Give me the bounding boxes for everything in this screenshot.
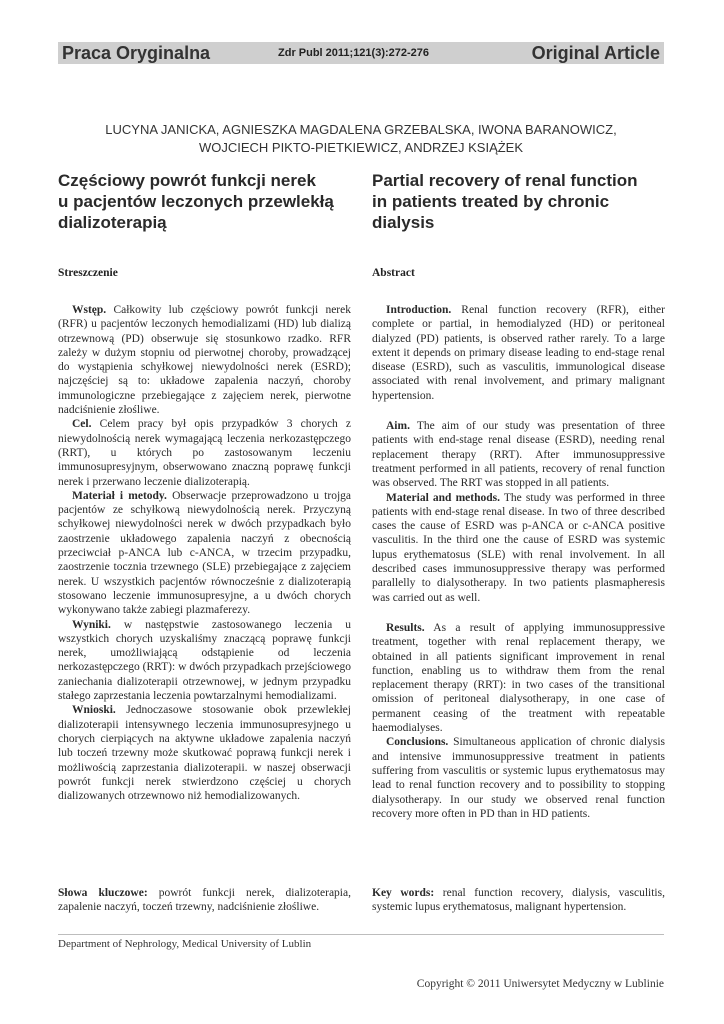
- results-label-en: Results.: [386, 621, 425, 634]
- conclusions-paragraph-pl: [58, 703, 351, 803]
- aim-text-pl: Celem pracy był opis przypadków 3 chorych z niewydolnością nerek wymagającą leczenia nerkozastępczego (RRT), u których po zastosowanym leczeniu immunosupresyjnym, obserwowano znaczną poprawę funkcji nerek i przerwano leczenie dializoterapią.: [58, 418, 351, 488]
- title-polish: [58, 170, 343, 233]
- footer-divider: [58, 934, 664, 935]
- abstract-heading-en: Abstract: [372, 267, 415, 279]
- conclusions-paragraph-en: [372, 735, 665, 821]
- intro-label-en: Introduction.: [386, 304, 452, 316]
- title-english: [372, 170, 657, 233]
- conclusions-label-en: Conclusions.: [386, 736, 449, 749]
- methods-text-pl: Obserwacje przeprowadzono u trojga pacjentów ze schyłkową niewydolnością nerek. Przyczyną schyłkowej niewydolności nerek w dwóch przypadkach było zaostrzenie układowego zapalenia naczyń z obecnością przeciwciał p-ANCA lub c-ANCA, w trzecim przypadku, zaostrzenie tocznia trzewnego (SLE) przebiegające z zajęciem nerek. U wszystkich pacjentów równocześnie z dializoterapią stosowano leczenie immunosupresyjne, a u dwóch chorych wykonywano także zabiegi plazmaferezy.: [58, 489, 351, 617]
- aim-text-en: The aim of our study was presentation of three patients with end-stage renal disease (ESRD), needing renal replacement therapy (RRT). After immunosuppressive treatment performed in all patients, recovery of renal function was observed. The RRT was stopped in all patients.: [372, 420, 665, 490]
- journal-citation: Zdr Publ 2011;121(3):272-276: [278, 47, 430, 59]
- intro-text-en: Renal function recovery (RFR), either complete or partial, in hemodialyzed (HD) or peritoneal dialyzed (PD) patients, is observed rather rarely. To a large extent it depends on primary disease leading to end-stage renal disease (ESRD), such as vasculitis, immunological disease associated with renal involvement, and primary malignant hypertension.: [372, 304, 665, 402]
- intro-text-pl: Całkowity lub częściowy powrót funkcji nerek (RFR) u pacjentów leczonych hemodializami (HD) lub dializą otrzewnową (PD) obserwuje się stosunkowo rzadko. RFR zależy w dużym stopniu od pierwotnej choroby, prowadzącej do wystąpienia schyłkowej niewydolności nerek (ESRD); najczęściej są to: układowe zapalenia naczyń, choroby immunologiczne przebiegające z zajęciem nerek, pierwotne nadciśnienie złośliwe.: [58, 304, 351, 417]
- abstract-polish: [58, 294, 351, 803]
- conclusions-text-en: Simultaneous application of chronic dialysis and intensive immunosuppressive treatment in patients suffering from vasculitis or systemic lupus erythematosus may lead to renal function recovery and to possibility to stopping dialysotherapy. In our study we observed renal function recovery more often in PD than in HD patients.: [372, 736, 665, 820]
- journal-header-bar: [58, 42, 664, 64]
- keywords-english: [372, 886, 665, 915]
- aim-label-pl: Cel.: [72, 418, 92, 431]
- methods-label-en: Material and methods.: [386, 491, 500, 504]
- affiliation: Department of Nephrology, Medical University of Lublin: [58, 938, 312, 950]
- copyright-notice: Copyright © 2011 Uniwersytet Medyczny w Lublinie: [416, 978, 664, 990]
- abstract-heading-pl: Streszczenie: [58, 267, 118, 279]
- title-en-line-2: in patients treated by chronic: [372, 192, 610, 211]
- aim-label-en: Aim.: [386, 420, 410, 433]
- results-paragraph-en: [372, 621, 665, 735]
- author-line-2: WOJCIECH PIKTO-PIETKIEWICZ, ANDRZEJ KSIĄŻEK: [198, 140, 524, 155]
- aim-paragraph-en: [372, 419, 665, 490]
- results-label-pl: Wyniki.: [72, 618, 111, 631]
- keywords-label-en: Key words:: [372, 887, 435, 899]
- intro-paragraph-en: [372, 303, 665, 403]
- article-type-pl: Praca Oryginalna: [62, 43, 211, 63]
- methods-paragraph-pl: [58, 489, 351, 618]
- abstract-english: [372, 294, 665, 821]
- intro-label-pl: Wstęp.: [72, 304, 107, 316]
- keywords-label-pl: Słowa kluczowe:: [58, 887, 148, 899]
- intro-paragraph-pl: [58, 303, 351, 417]
- keywords-polish: [58, 886, 351, 915]
- article-type-en: Original Article: [531, 43, 660, 63]
- title-en-line-3: dialysis: [372, 213, 435, 232]
- title-pl-line-3: dializoterapią: [58, 213, 167, 232]
- methods-text-en: The study was performed in three patients with end-stage renal disease. In two of three described cases the cause of ESRD was p-ANCA or c-ANCA positive vasculitis. In the third one the cause of ESRD was systemic lupus erythematosus (SLE) with renal involvement. In all described cases immunosuppressive therapy was performed parallelly to dialysotherapy. In two patients plasmapheresis was carried out as well.: [372, 491, 666, 604]
- keywords-text-en: renal function recovery, dialysis, vasculitis, systemic lupus erythematosus, malignant hypertension.: [372, 887, 665, 914]
- methods-label-pl: Materiał i metody.: [72, 489, 167, 502]
- methods-paragraph-en: [372, 491, 665, 605]
- results-text-pl: w następstwie zastosowanego leczenia u wszystkich chorych uzyskaliśmy znaczącą poprawę funkcji nerek, umożliwiającą odstąpienie od leczenia nerkozastępczego (RRT): w dwóch przypadkach przejściowego zaniechania dializoterapii otrzewnowej, w jednym przypadku stałego zaprzestania leczenia powtarzalnymi hemodializami.: [58, 618, 351, 703]
- author-line-1: LUCYNA JANICKA, AGNIESZKA MAGDALENA GRZEBALSKA, IWONA BARANOWICZ,: [105, 122, 617, 137]
- conclusions-text-pl: Jednoczasowe stosowanie obok przewlekłej dializoterapii intensywnego leczenia immunosupresyjnego u chorych cierpiących na aktywne układowe zapalenia naczyń lub toczeń trzewny może skutkować poprawą funkcji nerek i możliwością zaprzestania dializoterapii. w naszej obserwacji powrót funkcji nerek stwierdzono częściej u chorych dializowanych otrzewnowo niż hemodializowanych.: [58, 704, 351, 803]
- title-pl-line-1: Częściowy powrót funkcji nerek: [58, 171, 316, 190]
- conclusions-label-pl: Wnioski.: [72, 704, 116, 717]
- title-en-line-1: Partial recovery of renal function: [372, 171, 638, 190]
- results-paragraph-pl: [58, 618, 351, 704]
- results-text-en: As a result of applying immunosuppressive treatment, together with renal replacement therapy, we obtained in all patients significant improvement in renal function, enabling us to withdraw them from the renal replacement therapy (RRT): in two cases of the transitional omission of peritoneal dialysotherapy, in one case of permanent ceasing of the treatment with repeatable haemodialyses.: [372, 621, 665, 735]
- author-list: [58, 121, 664, 157]
- title-pl-line-2: u pacjentów leczonych przewlekłą: [58, 192, 334, 211]
- aim-paragraph-pl: [58, 417, 351, 488]
- keywords-text-pl: powrót funkcji nerek, dializoterapia, zapalenie naczyń, toczeń trzewny, nadciśnienie złośliwe.: [58, 887, 351, 914]
